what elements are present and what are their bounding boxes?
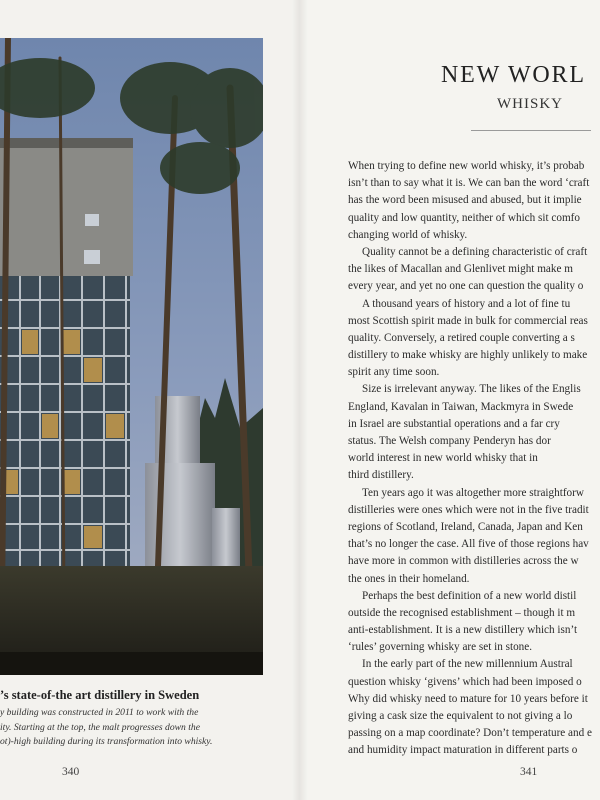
text-line: the likes of Macallan and Glenlivet might make m xyxy=(348,263,573,276)
paragraph xyxy=(348,656,600,759)
text-line: Perhaps the best definition of a new world distil xyxy=(362,589,577,602)
photo-caption-body xyxy=(0,706,263,750)
text-line: outside the recognised establishment – though it m xyxy=(348,606,576,619)
text-line: the ones in their homeland. xyxy=(348,572,470,585)
article-body xyxy=(348,158,600,760)
text-line: spirit any time soon. xyxy=(348,366,440,379)
text-line: most Scottish spirit made in bulk for commercial reas xyxy=(348,314,588,327)
text-line: In the early part of the new millennium Austral xyxy=(362,658,573,671)
text-line: Ten years ago it was altogether more straightforw xyxy=(362,486,584,499)
text-line: status. The Welsh company Penderyn has dor xyxy=(348,435,551,447)
page-gutter xyxy=(292,0,308,800)
text-line: Why did whisky need to mature for 10 years before it xyxy=(348,692,588,705)
paragraph xyxy=(348,244,600,296)
text-line: have more in common with distilleries across the w xyxy=(348,555,579,568)
caption-line: ity. Starting at the top, the malt progresses down the xyxy=(0,721,200,733)
paragraph xyxy=(348,296,600,382)
text-line: world interest in new world whisky that in xyxy=(348,452,538,465)
chapter-subtitle: WHISKY xyxy=(497,96,563,112)
text-line: giving a cask size the equivalent to not giving a lo xyxy=(348,710,573,722)
paragraph xyxy=(348,588,600,657)
paragraph xyxy=(348,381,600,484)
text-line: distillery to make whisky are highly unlikely to make xyxy=(348,349,588,362)
text-line: England, Kavalan in Taiwan, Mackmyra in Swede xyxy=(348,400,574,413)
caption-line: ot)-high building during its transformation into whisky. xyxy=(0,736,213,747)
text-line: distilleries were ones which were not in the five tradit xyxy=(348,503,589,516)
text-line: isn’t than to say what it is. We can ban the word ‘craft xyxy=(348,177,590,190)
text-line: changing world of whisky. xyxy=(348,228,468,241)
text-line: ‘rules’ governing whisky are set in stone. xyxy=(348,641,533,654)
paragraph xyxy=(348,158,600,244)
text-line: Size is irrelevant anyway. The likes of the Englis xyxy=(362,383,581,396)
text-line: every year, and yet no one can question the quality o xyxy=(348,280,584,293)
text-line: regions of Scotland, Ireland, Canada, Japan and Ken xyxy=(348,520,583,533)
text-line: and humidity impact maturation in different parts o xyxy=(348,744,578,757)
photo-caption-title: ’s state-of-the art distillery in Sweden xyxy=(0,688,200,702)
paragraph xyxy=(348,485,600,588)
page-number-right: 341 xyxy=(520,766,538,778)
text-line: Quality cannot be a defining characteristic of craft xyxy=(362,245,588,258)
caption-line: y building was constructed in 2011 to work with the xyxy=(0,707,199,718)
text-line: anti-establishment. It is a new distillery which isn’t xyxy=(348,624,578,637)
text-line: quality and low quantity, neither of which sit comfo xyxy=(348,211,580,224)
title-rule xyxy=(471,130,591,131)
text-line: has the word been misused and abused, but it implie xyxy=(348,194,582,207)
text-line: question whisky ‘givens’ which had been imposed o xyxy=(348,675,582,688)
text-line: A thousand years of history and a lot of fine tu xyxy=(362,297,571,310)
text-line: passing on a map coordinate? Don’t temperature and e xyxy=(348,727,592,740)
page-number-left: 340 xyxy=(62,766,80,778)
text-line: quality. Conversely, a retired couple converting a s xyxy=(348,331,575,344)
text-line: third distillery. xyxy=(348,469,414,482)
text-line: in Israel are substantial operations and a far cry xyxy=(348,417,560,430)
text-line: that’s no longer the case. All five of those regions hav xyxy=(348,538,589,551)
distillery-photo xyxy=(0,38,263,675)
text-line: When trying to define new world whisky, it’s probab xyxy=(348,160,585,172)
chapter-title: NEW WORL xyxy=(441,62,586,88)
